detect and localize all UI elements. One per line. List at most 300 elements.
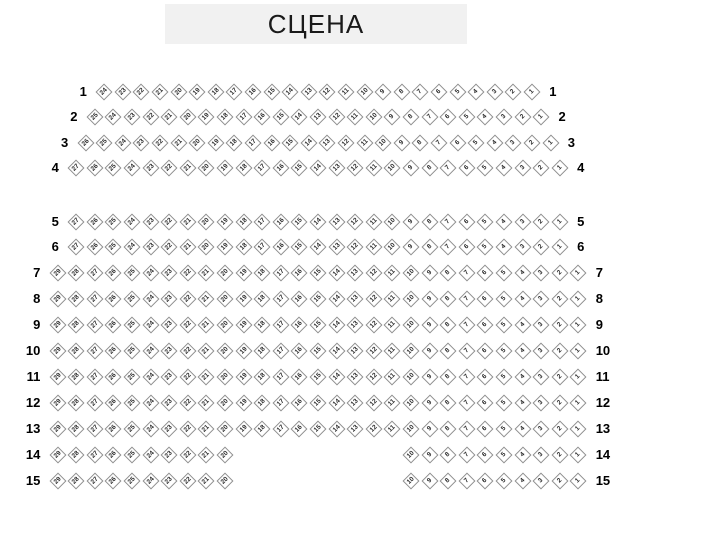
seat[interactable] xyxy=(384,317,401,334)
seat[interactable] xyxy=(458,395,475,412)
seat[interactable] xyxy=(226,84,243,101)
seat[interactable] xyxy=(198,369,215,386)
seat[interactable] xyxy=(458,160,475,177)
seat[interactable] xyxy=(151,135,168,152)
seat[interactable] xyxy=(533,473,550,490)
seat[interactable] xyxy=(133,135,150,152)
seat[interactable] xyxy=(440,395,457,412)
seat[interactable] xyxy=(440,317,457,334)
seat[interactable] xyxy=(514,317,531,334)
seat[interactable] xyxy=(179,291,196,308)
seat[interactable] xyxy=(161,109,178,126)
seat[interactable] xyxy=(458,109,475,126)
seat[interactable] xyxy=(421,109,438,126)
seat[interactable] xyxy=(477,109,494,126)
seat[interactable] xyxy=(49,265,66,282)
seat[interactable] xyxy=(310,160,327,177)
seat[interactable] xyxy=(105,291,122,308)
seat[interactable] xyxy=(458,265,475,282)
seat[interactable] xyxy=(328,395,345,412)
seat[interactable] xyxy=(86,369,103,386)
seat[interactable] xyxy=(403,421,420,438)
seat[interactable] xyxy=(49,343,66,360)
seat[interactable] xyxy=(421,317,438,334)
seat[interactable] xyxy=(570,317,587,334)
seat[interactable] xyxy=(403,265,420,282)
seat[interactable] xyxy=(217,214,234,231)
seat[interactable] xyxy=(217,291,234,308)
seat[interactable] xyxy=(86,343,103,360)
seat[interactable] xyxy=(477,369,494,386)
seat[interactable] xyxy=(458,447,475,464)
seat[interactable] xyxy=(291,369,308,386)
seat[interactable] xyxy=(430,84,447,101)
seat[interactable] xyxy=(105,109,122,126)
seat[interactable] xyxy=(263,135,280,152)
seat[interactable] xyxy=(105,214,122,231)
seat[interactable] xyxy=(570,473,587,490)
seat[interactable] xyxy=(421,239,438,256)
seat[interactable] xyxy=(86,239,103,256)
seat[interactable] xyxy=(217,395,234,412)
seat[interactable] xyxy=(468,84,485,101)
seat[interactable] xyxy=(477,291,494,308)
seat[interactable] xyxy=(49,421,66,438)
seat[interactable] xyxy=(124,109,141,126)
seat[interactable] xyxy=(198,291,215,308)
seat[interactable] xyxy=(179,214,196,231)
seat[interactable] xyxy=(514,109,531,126)
seat[interactable] xyxy=(421,160,438,177)
seat[interactable] xyxy=(244,135,261,152)
seat[interactable] xyxy=(365,265,382,282)
seat[interactable] xyxy=(86,109,103,126)
seat[interactable] xyxy=(300,135,317,152)
seat[interactable] xyxy=(328,291,345,308)
seat[interactable] xyxy=(96,84,113,101)
seat[interactable] xyxy=(496,343,513,360)
seat[interactable] xyxy=(505,135,522,152)
seat[interactable] xyxy=(161,317,178,334)
seat[interactable] xyxy=(384,369,401,386)
seat[interactable] xyxy=(254,395,271,412)
seat[interactable] xyxy=(533,317,550,334)
seat[interactable] xyxy=(124,473,141,490)
seat[interactable] xyxy=(179,395,196,412)
seat[interactable] xyxy=(440,369,457,386)
seat[interactable] xyxy=(142,343,159,360)
seat[interactable] xyxy=(170,84,187,101)
seat[interactable] xyxy=(458,317,475,334)
seat[interactable] xyxy=(105,265,122,282)
seat[interactable] xyxy=(365,160,382,177)
seat[interactable] xyxy=(161,214,178,231)
seat[interactable] xyxy=(235,291,252,308)
seat[interactable] xyxy=(86,291,103,308)
seat[interactable] xyxy=(458,343,475,360)
seat[interactable] xyxy=(551,369,568,386)
seat[interactable] xyxy=(533,214,550,231)
seat[interactable] xyxy=(328,343,345,360)
seat[interactable] xyxy=(440,421,457,438)
seat[interactable] xyxy=(235,109,252,126)
seat[interactable] xyxy=(272,343,289,360)
seat[interactable] xyxy=(496,265,513,282)
seat[interactable] xyxy=(124,343,141,360)
seat[interactable] xyxy=(496,239,513,256)
seat[interactable] xyxy=(347,369,364,386)
seat[interactable] xyxy=(412,135,429,152)
seat[interactable] xyxy=(421,214,438,231)
seat[interactable] xyxy=(254,421,271,438)
seat[interactable] xyxy=(505,84,522,101)
seat[interactable] xyxy=(86,473,103,490)
seat[interactable] xyxy=(533,160,550,177)
seat[interactable] xyxy=(551,343,568,360)
seat[interactable] xyxy=(570,343,587,360)
seat[interactable] xyxy=(514,473,531,490)
seat[interactable] xyxy=(496,214,513,231)
seat[interactable] xyxy=(430,135,447,152)
seat[interactable] xyxy=(142,447,159,464)
seat[interactable] xyxy=(291,160,308,177)
seat[interactable] xyxy=(179,239,196,256)
seat[interactable] xyxy=(440,160,457,177)
seat[interactable] xyxy=(496,291,513,308)
seat[interactable] xyxy=(142,473,159,490)
seat[interactable] xyxy=(393,135,410,152)
seat[interactable] xyxy=(124,160,141,177)
seat[interactable] xyxy=(272,369,289,386)
seat[interactable] xyxy=(142,395,159,412)
seat[interactable] xyxy=(533,343,550,360)
seat[interactable] xyxy=(421,421,438,438)
seat[interactable] xyxy=(198,473,215,490)
seat[interactable] xyxy=(551,239,568,256)
seat[interactable] xyxy=(347,265,364,282)
seat[interactable] xyxy=(384,160,401,177)
seat[interactable] xyxy=(189,135,206,152)
seat[interactable] xyxy=(254,291,271,308)
seat[interactable] xyxy=(235,421,252,438)
seat[interactable] xyxy=(310,239,327,256)
seat[interactable] xyxy=(514,343,531,360)
seat[interactable] xyxy=(337,84,354,101)
seat[interactable] xyxy=(523,84,540,101)
seat[interactable] xyxy=(235,395,252,412)
seat[interactable] xyxy=(217,369,234,386)
seat[interactable] xyxy=(533,421,550,438)
seat[interactable] xyxy=(384,239,401,256)
seat[interactable] xyxy=(365,369,382,386)
seat[interactable] xyxy=(403,317,420,334)
seat[interactable] xyxy=(291,265,308,282)
seat[interactable] xyxy=(551,447,568,464)
seat[interactable] xyxy=(124,265,141,282)
seat[interactable] xyxy=(477,395,494,412)
seat[interactable] xyxy=(533,265,550,282)
seat[interactable] xyxy=(477,421,494,438)
seat[interactable] xyxy=(217,265,234,282)
seat[interactable] xyxy=(114,135,131,152)
seat[interactable] xyxy=(161,265,178,282)
seat[interactable] xyxy=(217,421,234,438)
seat[interactable] xyxy=(105,473,122,490)
seat[interactable] xyxy=(170,135,187,152)
seat[interactable] xyxy=(449,135,466,152)
seat[interactable] xyxy=(68,447,85,464)
seat[interactable] xyxy=(179,421,196,438)
seat[interactable] xyxy=(458,369,475,386)
seat[interactable] xyxy=(328,214,345,231)
seat[interactable] xyxy=(477,239,494,256)
seat[interactable] xyxy=(151,84,168,101)
seat[interactable] xyxy=(77,135,94,152)
seat[interactable] xyxy=(403,473,420,490)
seat[interactable] xyxy=(477,447,494,464)
seat[interactable] xyxy=(347,214,364,231)
seat[interactable] xyxy=(347,291,364,308)
seat[interactable] xyxy=(217,343,234,360)
seat[interactable] xyxy=(291,291,308,308)
seat[interactable] xyxy=(198,343,215,360)
seat[interactable] xyxy=(458,291,475,308)
seat[interactable] xyxy=(291,421,308,438)
seat[interactable] xyxy=(124,317,141,334)
seat[interactable] xyxy=(86,160,103,177)
seat[interactable] xyxy=(403,291,420,308)
seat[interactable] xyxy=(291,395,308,412)
seat[interactable] xyxy=(105,317,122,334)
seat[interactable] xyxy=(347,343,364,360)
seat[interactable] xyxy=(124,369,141,386)
seat[interactable] xyxy=(570,447,587,464)
seat[interactable] xyxy=(68,291,85,308)
seat[interactable] xyxy=(403,343,420,360)
seat[interactable] xyxy=(114,84,131,101)
seat[interactable] xyxy=(440,265,457,282)
seat[interactable] xyxy=(310,109,327,126)
seat[interactable] xyxy=(365,214,382,231)
seat[interactable] xyxy=(347,160,364,177)
seat[interactable] xyxy=(105,160,122,177)
seat[interactable] xyxy=(496,160,513,177)
seat[interactable] xyxy=(328,239,345,256)
seat[interactable] xyxy=(403,109,420,126)
seat[interactable] xyxy=(533,109,550,126)
seat[interactable] xyxy=(86,395,103,412)
seat[interactable] xyxy=(533,395,550,412)
seat[interactable] xyxy=(310,214,327,231)
seat[interactable] xyxy=(496,395,513,412)
seat[interactable] xyxy=(198,265,215,282)
seat[interactable] xyxy=(254,214,271,231)
seat[interactable] xyxy=(365,109,382,126)
seat[interactable] xyxy=(235,265,252,282)
seat[interactable] xyxy=(49,473,66,490)
seat[interactable] xyxy=(198,317,215,334)
seat[interactable] xyxy=(68,343,85,360)
seat[interactable] xyxy=(477,160,494,177)
seat[interactable] xyxy=(365,291,382,308)
seat[interactable] xyxy=(440,291,457,308)
seat[interactable] xyxy=(68,317,85,334)
seat[interactable] xyxy=(514,421,531,438)
seat[interactable] xyxy=(49,291,66,308)
seat[interactable] xyxy=(384,421,401,438)
seat[interactable] xyxy=(161,395,178,412)
seat[interactable] xyxy=(235,160,252,177)
seat[interactable] xyxy=(217,447,234,464)
seat[interactable] xyxy=(198,395,215,412)
seat[interactable] xyxy=(533,291,550,308)
seat[interactable] xyxy=(514,369,531,386)
seat[interactable] xyxy=(142,160,159,177)
seat[interactable] xyxy=(198,160,215,177)
seat[interactable] xyxy=(403,160,420,177)
seat[interactable] xyxy=(421,265,438,282)
seat[interactable] xyxy=(124,291,141,308)
seat[interactable] xyxy=(403,369,420,386)
seat[interactable] xyxy=(272,395,289,412)
seat[interactable] xyxy=(496,421,513,438)
seat[interactable] xyxy=(384,395,401,412)
seat[interactable] xyxy=(551,214,568,231)
seat[interactable] xyxy=(68,473,85,490)
seat[interactable] xyxy=(458,239,475,256)
seat[interactable] xyxy=(105,343,122,360)
seat[interactable] xyxy=(458,473,475,490)
seat[interactable] xyxy=(217,239,234,256)
seat[interactable] xyxy=(235,343,252,360)
seat[interactable] xyxy=(105,447,122,464)
seat[interactable] xyxy=(514,265,531,282)
seat[interactable] xyxy=(68,214,85,231)
seat[interactable] xyxy=(291,239,308,256)
seat[interactable] xyxy=(207,135,224,152)
seat[interactable] xyxy=(49,395,66,412)
seat[interactable] xyxy=(310,317,327,334)
seat[interactable] xyxy=(198,214,215,231)
seat[interactable] xyxy=(403,239,420,256)
seat[interactable] xyxy=(328,369,345,386)
seat[interactable] xyxy=(310,421,327,438)
seat[interactable] xyxy=(496,369,513,386)
seat[interactable] xyxy=(384,343,401,360)
seat[interactable] xyxy=(421,343,438,360)
seat[interactable] xyxy=(189,84,206,101)
seat[interactable] xyxy=(161,239,178,256)
seat[interactable] xyxy=(179,317,196,334)
seat[interactable] xyxy=(179,369,196,386)
seat[interactable] xyxy=(458,214,475,231)
seat[interactable] xyxy=(533,369,550,386)
seat[interactable] xyxy=(551,473,568,490)
seat[interactable] xyxy=(198,421,215,438)
seat[interactable] xyxy=(403,447,420,464)
seat[interactable] xyxy=(105,395,122,412)
seat[interactable] xyxy=(235,239,252,256)
seat[interactable] xyxy=(496,317,513,334)
seat[interactable] xyxy=(235,369,252,386)
seat[interactable] xyxy=(514,447,531,464)
seat[interactable] xyxy=(179,265,196,282)
seat[interactable] xyxy=(49,369,66,386)
seat[interactable] xyxy=(179,447,196,464)
seat[interactable] xyxy=(421,395,438,412)
seat[interactable] xyxy=(347,395,364,412)
seat[interactable] xyxy=(486,84,503,101)
seat[interactable] xyxy=(440,239,457,256)
seat[interactable] xyxy=(403,395,420,412)
seat[interactable] xyxy=(142,291,159,308)
seat[interactable] xyxy=(198,447,215,464)
seat[interactable] xyxy=(421,447,438,464)
seat[interactable] xyxy=(142,109,159,126)
seat[interactable] xyxy=(477,214,494,231)
seat[interactable] xyxy=(384,109,401,126)
seat[interactable] xyxy=(198,109,215,126)
seat[interactable] xyxy=(300,84,317,101)
seat[interactable] xyxy=(86,421,103,438)
seat[interactable] xyxy=(161,421,178,438)
seat[interactable] xyxy=(282,84,299,101)
seat[interactable] xyxy=(161,447,178,464)
seat[interactable] xyxy=(235,214,252,231)
seat[interactable] xyxy=(310,343,327,360)
seat[interactable] xyxy=(347,109,364,126)
seat[interactable] xyxy=(235,317,252,334)
seat[interactable] xyxy=(282,135,299,152)
seat[interactable] xyxy=(496,473,513,490)
seat[interactable] xyxy=(217,473,234,490)
seat[interactable] xyxy=(310,395,327,412)
seat[interactable] xyxy=(272,317,289,334)
seat[interactable] xyxy=(124,395,141,412)
seat[interactable] xyxy=(365,421,382,438)
seat[interactable] xyxy=(179,343,196,360)
seat[interactable] xyxy=(198,239,215,256)
seat[interactable] xyxy=(68,239,85,256)
seat[interactable] xyxy=(291,343,308,360)
seat[interactable] xyxy=(477,265,494,282)
seat[interactable] xyxy=(105,369,122,386)
seat[interactable] xyxy=(458,421,475,438)
seat[interactable] xyxy=(375,84,392,101)
seat[interactable] xyxy=(142,214,159,231)
seat[interactable] xyxy=(86,317,103,334)
seat[interactable] xyxy=(179,473,196,490)
seat[interactable] xyxy=(570,395,587,412)
seat[interactable] xyxy=(514,291,531,308)
seat[interactable] xyxy=(161,291,178,308)
seat[interactable] xyxy=(570,369,587,386)
seat[interactable] xyxy=(263,84,280,101)
seat[interactable] xyxy=(217,160,234,177)
seat[interactable] xyxy=(440,343,457,360)
seat[interactable] xyxy=(319,84,336,101)
seat[interactable] xyxy=(124,421,141,438)
seat[interactable] xyxy=(161,473,178,490)
seat[interactable] xyxy=(347,317,364,334)
seat[interactable] xyxy=(226,135,243,152)
seat[interactable] xyxy=(496,447,513,464)
seat[interactable] xyxy=(384,265,401,282)
seat[interactable] xyxy=(328,317,345,334)
seat[interactable] xyxy=(440,214,457,231)
seat[interactable] xyxy=(68,421,85,438)
seat[interactable] xyxy=(328,421,345,438)
